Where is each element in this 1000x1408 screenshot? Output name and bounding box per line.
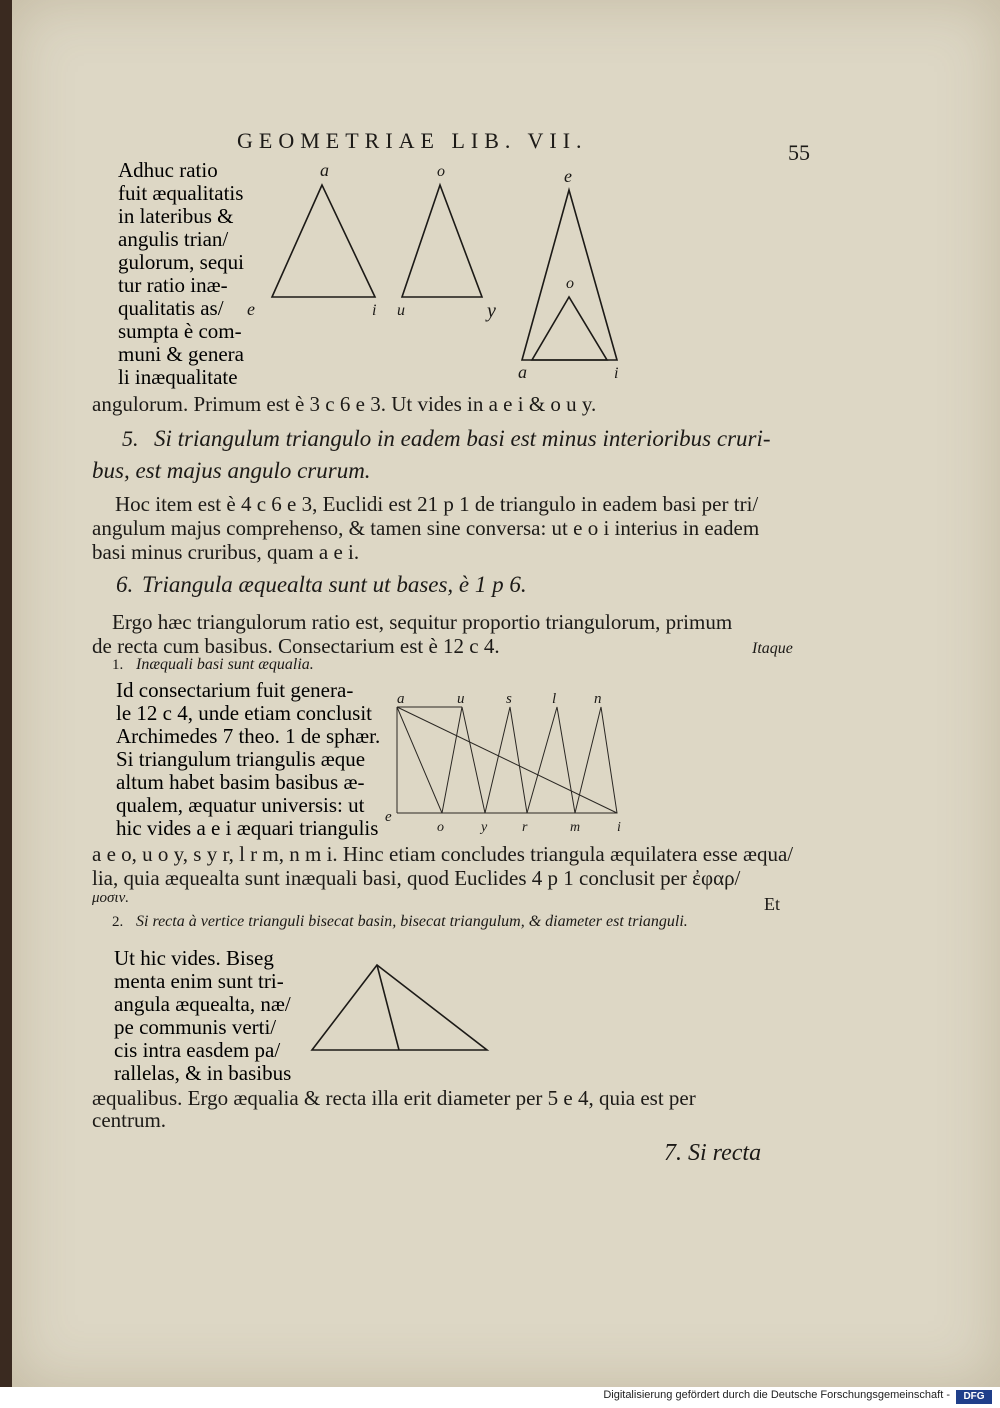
- text-line: altum habet basim basibus æ-: [116, 770, 365, 794]
- text-line: menta enim sunt tri-: [114, 969, 284, 993]
- label-u: u: [457, 691, 465, 707]
- text-line: le 12 c 4, unde etiam conclusit: [116, 701, 373, 725]
- paragraph-5: angulum majus comprehenso, & tamen sine conversa: ut e o i interius in eadem: [92, 516, 760, 540]
- diagonal-ai: [397, 707, 617, 813]
- book-spine-edge: [0, 0, 12, 1387]
- theorem-5-line: bus, est majus angulo crurum.: [92, 458, 371, 483]
- book-page: [12, 0, 1000, 1387]
- label-s: s: [506, 691, 512, 707]
- label-o: o: [437, 820, 444, 835]
- text-line: sumpta è com-: [118, 319, 242, 343]
- consectarium-2-text: Si recta à vertice trianguli bisecat basin, bisecat triangulum, & diameter est trianguli.: [136, 913, 688, 930]
- line-ao: [397, 707, 442, 813]
- text-line: cis intra easdem pa/: [114, 1038, 281, 1062]
- paragraph-2-tail: a e o, u o y, s y r, l r m, n m i. Hinc etiam concludes triangula æquilatera esse æqua/: [92, 842, 794, 866]
- triangle-lrm: [527, 707, 575, 813]
- label-e-apex: e: [564, 166, 572, 186]
- label-y: y: [481, 820, 488, 835]
- funding-notice: Digitalisierung gefördert durch die Deutsche Forschungsgemeinschaft -: [603, 1389, 950, 1401]
- text-line: Adhuc ratio: [118, 158, 218, 182]
- page-number: 55: [788, 140, 810, 165]
- catchword: Et: [764, 894, 780, 914]
- text-line: qualem, æquatur universis: ut: [116, 793, 365, 817]
- text-line: tur ratio inæ-: [118, 273, 228, 297]
- label-a-base: a: [518, 362, 527, 382]
- text-line: Id consectarium fuit genera-: [116, 678, 354, 702]
- text-line: hic vides a e i æquari triangulis: [116, 816, 379, 840]
- label-o-inner: o: [566, 275, 574, 292]
- catchword: 7. Si recta: [664, 1140, 762, 1166]
- label-e: e: [385, 809, 392, 825]
- text-line: muni & genera: [118, 342, 244, 366]
- paragraph-6: de recta cum basibus. Consectarium est è 12 c 4.: [92, 634, 500, 658]
- triangles-figure-1: [242, 160, 652, 390]
- text-line: qualitatis as/: [118, 296, 224, 320]
- label-u: u: [397, 302, 405, 319]
- paragraph-tail-1: angulorum. Primum est è 3 c 6 e 3. Ut vides in a e i & o u y.: [92, 392, 597, 416]
- paragraph-3-tail: centrum.: [92, 1108, 167, 1132]
- theorem-5-line: Si triangulum triangulo in eadem basi est minus interioribus cruri-: [154, 426, 771, 451]
- catchword: Itaque: [752, 640, 793, 657]
- label-i-base: i: [614, 365, 619, 382]
- paragraph-2-tail: μοσιν.: [92, 890, 130, 906]
- label-a: a: [320, 160, 329, 180]
- consectarium-2-number: 2.: [112, 914, 124, 930]
- label-a: a: [397, 691, 405, 707]
- text-line: gulorum, sequi: [118, 250, 244, 274]
- theorem-5-number: 5.: [122, 426, 139, 451]
- text-line: li inæqualitate: [118, 365, 238, 389]
- label-n: n: [594, 691, 602, 707]
- triangle-aei: [272, 185, 375, 297]
- triangle-oai-inner: [532, 297, 607, 360]
- text-line: rallelas, & in basibus: [114, 1061, 292, 1085]
- bisecting-line: [377, 965, 399, 1050]
- label-l: l: [552, 691, 557, 707]
- label-m: m: [570, 820, 581, 835]
- label-i: i: [617, 820, 621, 835]
- triangle-uoy: [442, 707, 485, 813]
- label-r: r: [522, 820, 528, 835]
- footer-bar: [0, 1387, 1000, 1408]
- paragraph-3-tail: æqualibus. Ergo æqualia & recta illa erit diameter per 5 e 4, quia est per: [92, 1086, 696, 1110]
- text-line: angulis trian/: [118, 227, 229, 251]
- paragraph-2-tail: lia, quia æquealta sunt inæquali basi, quod Euclides 4 p 1 conclusit per ἐφαρ/: [92, 866, 741, 890]
- text-line: Si triangulum triangulis æque: [116, 747, 366, 771]
- consectarium-1-text: Inæquali basi sunt æqualia.: [136, 656, 314, 673]
- label-y: y: [487, 300, 496, 322]
- triangle: [312, 965, 487, 1050]
- text-line: pe communis verti/: [114, 1015, 277, 1039]
- theorem-6-text: Triangula æquealta sunt ut bases, è 1 p 6.: [142, 572, 527, 597]
- paragraph-6: Ergo hæc triangulorum ratio est, sequitur proportio triangulorum, primum: [112, 610, 733, 634]
- triangles-figure-2: [367, 685, 632, 840]
- triangle-ouy: [402, 185, 482, 297]
- triangle-nmi: [575, 707, 617, 813]
- theorem-6-number: 6.: [116, 572, 134, 597]
- text-line: fuit æqualitatis: [118, 181, 244, 205]
- text-line: angula æquealta, næ/: [114, 992, 291, 1016]
- text-line: Archimedes 7 theo. 1 de sphær.: [116, 724, 381, 748]
- consectarium-1-number: 1.: [112, 657, 124, 673]
- text-line: Ut hic vides. Biseg: [114, 946, 274, 970]
- label-e: e: [247, 299, 255, 319]
- dfg-logo: DFG: [956, 1390, 992, 1404]
- bisected-triangle-figure: [302, 955, 502, 1065]
- label-i: i: [372, 302, 377, 319]
- paragraph-5: basi minus cruribus, quam a e i.: [92, 540, 360, 564]
- running-head: GEOMETRIAE LIB. VII.: [237, 128, 588, 153]
- paragraph-5: Hoc item est è 4 c 6 e 3, Euclidi est 21 p 1 de triangulo in eadem basi per tri/: [115, 492, 759, 516]
- label-o: o: [437, 163, 445, 180]
- text-line: in lateribus &: [118, 204, 234, 228]
